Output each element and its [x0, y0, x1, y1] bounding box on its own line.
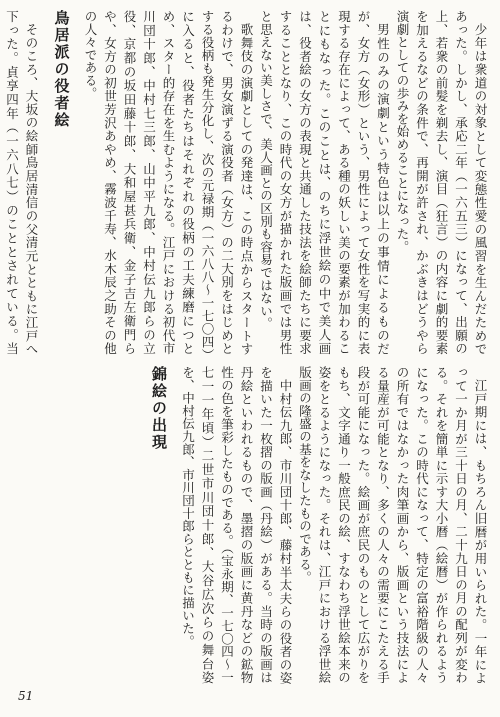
section-heading-nishikie: 錦絵の出現	[150, 366, 168, 451]
page-number: 51	[18, 689, 34, 703]
paragraph: そのころ、大坂の絵師鳥居清信の父清元とともに江戸へ下った。貞享四年（一六八七）のこととされている。当	[4, 10, 39, 355]
paragraph: 男性のみの演劇という特色は以上の事情によるものだが、女方（女形）という、男性によって女性を写実的に表現する存在によって、ある種の妖しい美の要素が加わることにもなった。このことは、のちに浮世絵の中で美人画は、役者絵の女方の表現と共通した技法を絵師たちに要求することとなり、この時代の女方が描かれた版画では男性と思えない美しさで、美人画との区別も容易ではない。	[258, 10, 391, 355]
bottom-text-block	[10, 366, 490, 684]
top-text-block	[4, 10, 490, 355]
paragraph: 中村伝九郎、市川団十郎、藤村半太夫らの役者の姿を描いた一枚摺の版画（丹絵）がある。当時の版画は丹絵といわれるもので、墨摺の版画に黄丹などの鉱物性の色を筆彩したものである。（宝永期、一七〇四～一七一一年頃）二世市川団十郎、大谷広次らの舞台姿を、中村伝九郎、市川団十郎らとともに描いた。	[180, 366, 293, 684]
paragraph: 少年は衆道の対象として変態性愛の風習を生んだためであった。しかし、承応二年（一六五三）になって、出願の上、若衆の前髪を剃去し、演目（狂言）の内容に劇的要素を加えるなどの条件で、再開が許され、かぶきはどうやら演劇としての歩みを始めることになった。	[395, 10, 488, 355]
paragraph: 江戸期には、もちろん旧暦が用いられた。一年によって一か月が三十日の月、二十九日の月の配列が変わる。それを簡単に示す大小暦（絵暦）が作られるようになった。この時代になって、特定の富裕階級の人々の所有ではなかった肉筆画から、版画という技法による量産が可能となり、多くの人々の需要にこたえる手段が可能になった。絵画が庶民のものとして広がりをもち、文字通り一般庶民の絵、すなわち浮世絵本来の姿をとるようになった。それは、江戸における浮世絵版画の隆盛の基をなしたものである。	[297, 366, 488, 684]
paragraph: 歌舞伎の演劇としての発達は、この時点からスタートするわけで、男女演ずる演役者（女方）の二大別をはじめとする役柄も発生分化し、次の元禄期（一六八八～一七〇四）に入ると、役者たちはそれぞれの役柄の工夫練磨につとめ、スター的存在を生むようになる。江戸における初代市川団十郎、中村七三郎、山中平九郎、中村伝九郎らの立役、京都の坂田藤十郎、大和屋甚兵衛、金子吉左衛門らや、女方の初世芳沢あやめ、霧波千寿、水木辰之助その他の人々である。	[83, 10, 254, 355]
section-heading-torii: 鳥居派の役者絵	[52, 10, 71, 129]
